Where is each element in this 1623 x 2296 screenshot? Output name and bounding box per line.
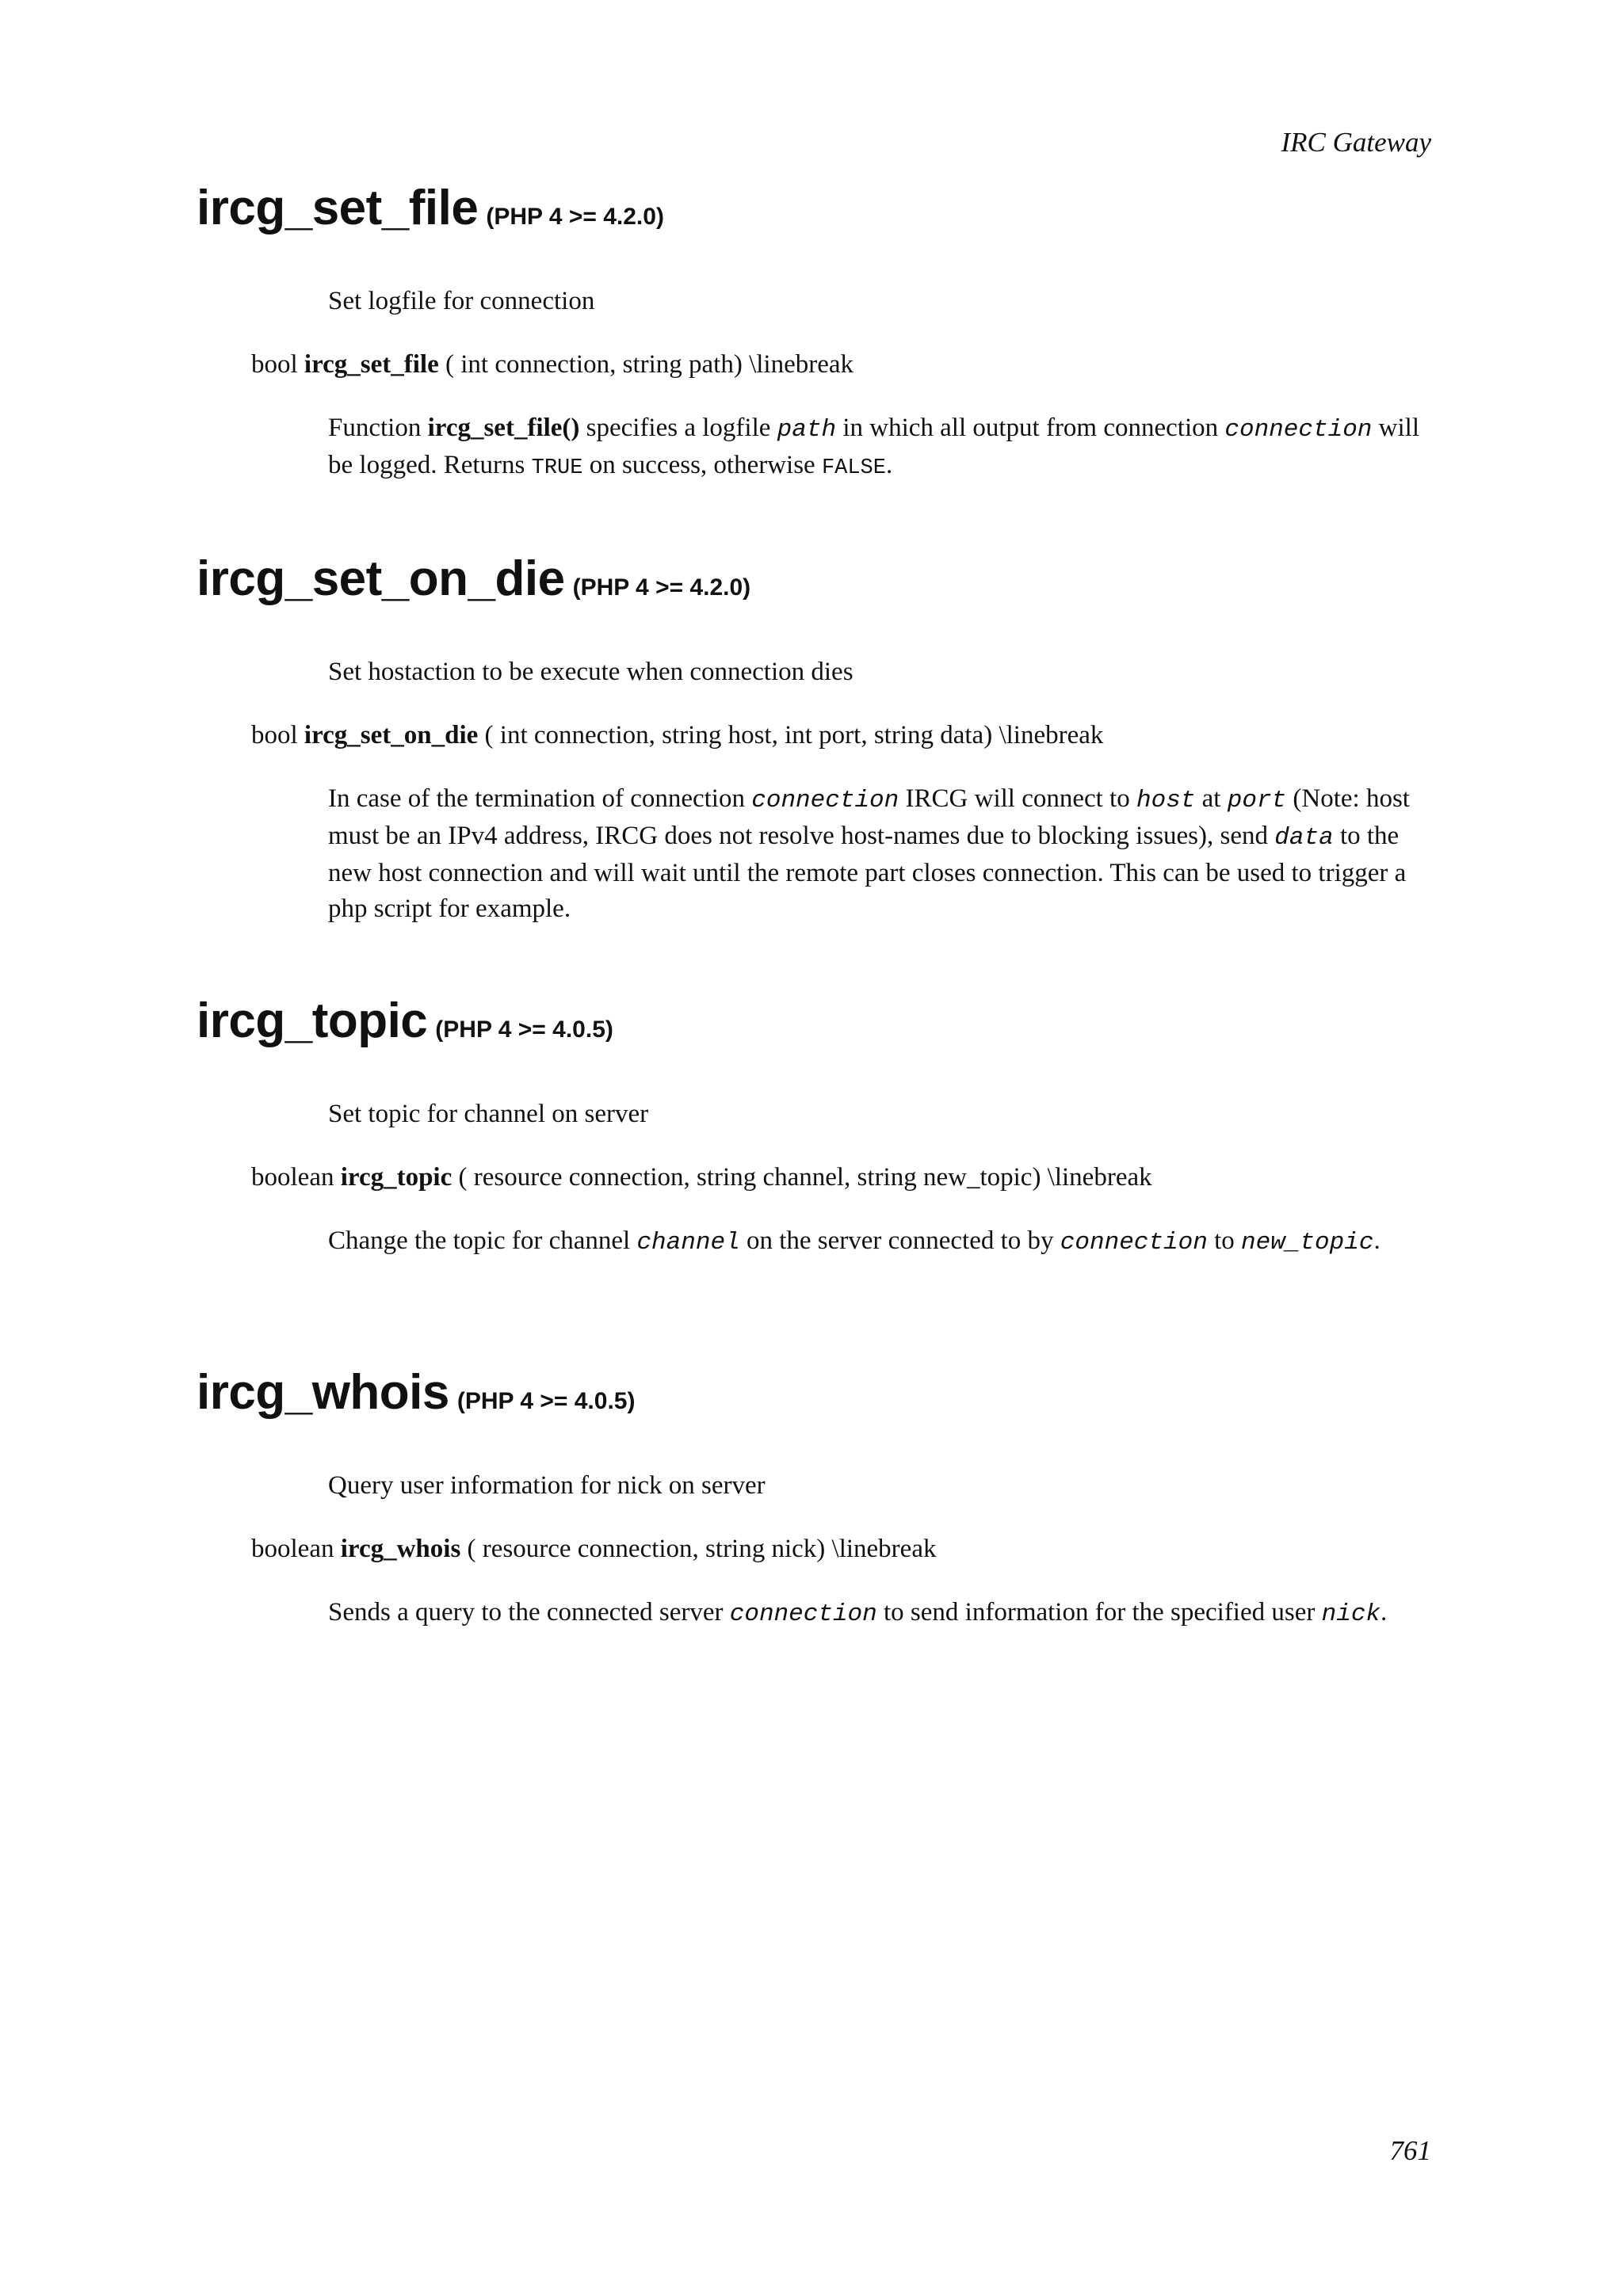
page-number: 761 [1389,2135,1431,2166]
synopsis-params: ( resource connection, string nick) \linebreak [467,1535,937,1563]
return-type: boolean [251,1535,334,1563]
version-note: (PHP 4 >= 4.0.5) [435,1016,613,1043]
synopsis-params: ( resource connection, string channel, string new_topic) \linebreak [458,1163,1152,1192]
parameter-ref: connection [1060,1229,1208,1257]
synopsis-function-name: ircg_topic [340,1163,453,1192]
version-note: (PHP 4 >= 4.2.0) [486,204,664,230]
return-type: bool [251,350,298,379]
entry-purpose: Set topic for channel on server [328,1100,649,1128]
parameter-ref: connection [751,787,899,814]
parameter-ref: nick [1321,1600,1381,1628]
function-synopsis [251,1160,1433,1196]
entry-purpose: Set hostaction to be execute when connection dies [328,658,854,686]
function-synopsis [251,1531,1433,1567]
synopsis-function-name: ircg_set_file [304,350,439,379]
parameter-ref: connection [729,1600,877,1628]
function-name: ircg_set_on_die [197,551,565,606]
function-name: ircg_whois [197,1365,449,1420]
function-name: ircg_set_file [197,181,479,235]
parameter-ref: path [777,416,837,444]
synopsis-function-name: ircg_set_on_die [304,721,479,749]
entry-title [197,994,1433,1048]
entry-ircg-topic [197,994,1433,1261]
entry-title [197,181,1433,235]
entry-title [197,1365,1433,1420]
entry-description: Sends a query to the connected server connection to send information for the specified user nick. [328,1598,1388,1628]
return-type: boolean [251,1163,334,1192]
entry-ircg-whois [197,1365,1433,1632]
synopsis-params: ( int connection, string path) \linebreak [445,350,854,379]
version-note: (PHP 4 >= 4.2.0) [572,574,751,601]
constant-ref: TRUE [531,456,583,480]
parameter-ref: host [1136,787,1196,814]
function-reference: ircg_set_file() [427,414,580,442]
entry-purpose: Query user information for nick on server [328,1471,766,1500]
entry-purpose: Set logfile for connection [328,287,595,315]
return-type: bool [251,721,298,749]
parameter-ref: data [1274,824,1334,852]
parameter-ref: port [1227,787,1287,814]
parameter-ref: connection [1224,416,1373,444]
constant-ref: FALSE [821,456,886,480]
function-synopsis [251,347,1433,383]
entry-description: Change the topic for channel channel on the server connected to by connection to new_topic. [328,1226,1381,1257]
function-name: ircg_topic [197,994,428,1048]
version-note: (PHP 4 >= 4.0.5) [456,1388,636,1414]
entry-description: In case of the termination of connection connection IRCG will connect to host at port (Note: host must be an IPv4 address, IRCG does not resolve host-names due to blocking issues), send data to the new host connection and will wait until the remote part closes connection. This can be used to trigger a php script for example. [328,784,1410,923]
synopsis-params: ( int connection, string host, int port, string data) \linebreak [484,721,1104,749]
synopsis-function-name: ircg_whois [340,1535,461,1563]
parameter-ref: channel [636,1229,740,1257]
entry-ircg-set-on-die [197,551,1433,927]
function-synopsis [251,718,1433,753]
running-header: IRC Gateway [1281,127,1431,158]
parameter-ref: new_topic [1241,1229,1374,1257]
entry-title [197,551,1433,606]
entry-ircg-set-file [197,181,1433,486]
entry-description: Function ircg_set_file() specifies a logfile path in which all output from connection connection will be logged. Returns TRUE on success, otherwise FALSE. [328,414,1419,480]
